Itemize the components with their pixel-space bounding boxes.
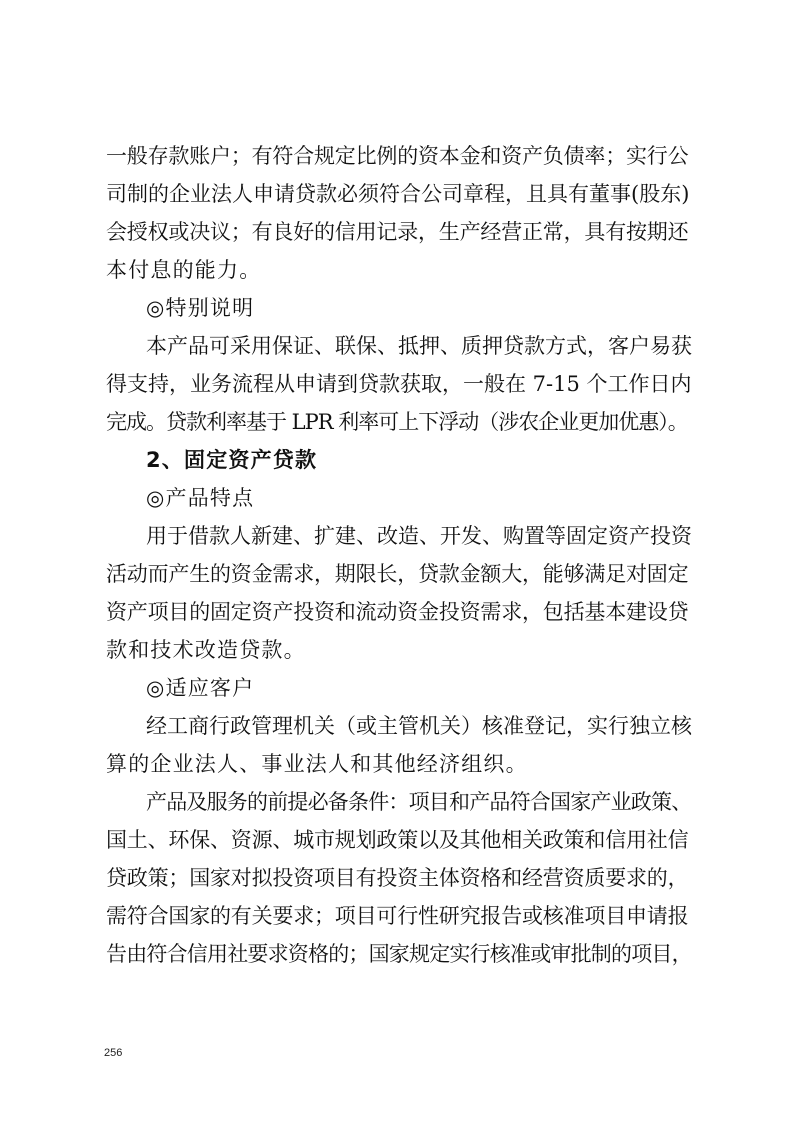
paragraph-line: 本产品可采用保证、联保、抵押、质押贷款方式，客户易获 <box>146 334 692 358</box>
paragraph-line: 贷政策；国家对拟投资项目有投资主体资格和经营资质要求的， <box>106 866 689 890</box>
paragraph-line: 需符合国家的有关要求；项目可行性研究报告或核准项目申请报 <box>106 904 689 928</box>
subheading-special-note: ◎特别说明 <box>146 296 255 320</box>
section-heading: 2、固定资产贷款 <box>146 448 318 472</box>
paragraph-line: 产品及服务的前提必备条件：项目和产品符合国家产业政策、 <box>146 790 692 814</box>
page-number: 256 <box>104 1047 123 1059</box>
paragraph-line: 一般存款账户；有符合规定比例的资本金和资产负债率；实行公 <box>106 144 689 168</box>
paragraph-line: 算的企业法人、事业法人和其他经济组织。 <box>106 752 528 776</box>
paragraph-line: 司制的企业法人申请贷款必须符合公司章程，且具有董事(股东) <box>106 182 690 206</box>
paragraph-line: 经工商行政管理机关（或主管机关）核准登记，实行独立核 <box>146 714 692 738</box>
paragraph-line: 国土、环保、资源、城市规划政策以及其他相关政策和信用社信 <box>106 828 689 852</box>
paragraph-line: 会授权或决议；有良好的信用记录，生产经营正常，具有按期还 <box>106 220 689 244</box>
paragraph-line: 款和技术改造贷款。 <box>106 638 306 662</box>
paragraph-line: 资产项目的固定资产投资和流动资金投资需求，包括基本建设贷 <box>106 600 689 624</box>
paragraph-line: 得支持，业务流程从申请到贷款获取，一般在 7-15 个工作日内 <box>106 372 692 396</box>
paragraph-line: 完成。贷款利率基于 LPR 利率可上下浮动（涉农企业更加优惠）。 <box>106 410 688 434</box>
paragraph-line: 告由符合信用社要求资格的；国家规定实行核准或审批制的项目， <box>106 942 692 966</box>
subheading-product-features: ◎产品特点 <box>146 486 255 510</box>
paragraph-line: 本付息的能力。 <box>106 258 262 282</box>
paragraph-line: 用于借款人新建、扩建、改造、开发、购置等固定资产投资 <box>146 524 692 548</box>
paragraph-line: 活动而产生的资金需求，期限长，贷款金额大，能够满足对固定 <box>106 562 689 586</box>
subheading-target-customers: ◎适应客户 <box>146 676 255 700</box>
body-text <box>106 0 692 1000</box>
